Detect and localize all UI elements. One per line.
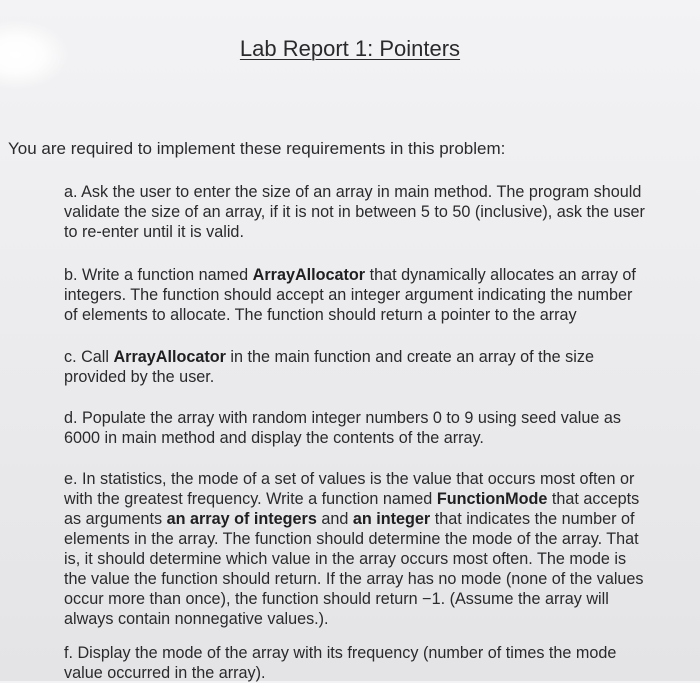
function-name-array-allocator: ArrayAllocator	[252, 266, 366, 284]
requirement-b	[64, 265, 696, 325]
requirement-e-line: elements in the array. The function should determine the mode of the array. That	[64, 530, 639, 548]
requirement-e-line: the value the function should return. If the array has no mode (none of the values	[64, 570, 644, 588]
requirement-f-line: value occurred in the array).	[64, 664, 266, 682]
requirement-c-line: provided by the user.	[64, 368, 215, 386]
requirement-b-line: integers. The function should accept an integer argument indicating the number	[64, 286, 633, 304]
text-run: with the greatest frequency. Write a function named	[64, 490, 437, 508]
requirement-f-line: f. Display the mode of the array with its frequency (number of times the mode	[64, 644, 617, 662]
text-run: c. Call	[64, 348, 114, 366]
requirement-a-line: to re-enter until it is valid.	[64, 223, 244, 241]
text-run: that indicates the number of	[430, 510, 635, 528]
requirement-e-line: e. In statistics, the mode of a set of values is the value that occurs most often or	[64, 470, 635, 488]
requirement-e-line: occur more than once), the function should return −1. (Assume the array will	[64, 590, 609, 608]
text-run: in the main function and create an array of the size	[225, 348, 594, 366]
requirement-b-line: of elements to allocate. The function should return a pointer to the array	[64, 306, 577, 324]
requirement-a-line: a. Ask the user to enter the size of an array in main method. The program should	[64, 183, 642, 201]
bold-phrase: an integer	[352, 510, 431, 528]
requirement-d-line: d. Populate the array with random integer numbers 0 to 9 using seed value as	[64, 409, 621, 427]
requirement-d-line: 6000 in main method and display the contents of the array.	[64, 429, 484, 447]
requirement-b-line	[64, 265, 696, 285]
function-name-function-mode: FunctionMode	[436, 490, 548, 508]
requirement-a-line: validate the size of an array, if it is not in between 5 to 50 (inclusive), ask the user	[64, 203, 645, 221]
requirement-c	[64, 347, 696, 387]
requirement-d	[64, 408, 696, 448]
function-name-array-allocator: ArrayAllocator	[113, 348, 226, 366]
page-title: Lab Report 1: Pointers	[239, 36, 461, 61]
text-run: that dynamically allocates an array of	[365, 266, 636, 284]
requirement-e-line: is, it should determine which value in the array occurs most often. The mode is	[64, 550, 627, 568]
requirement-f	[64, 643, 696, 683]
requirement-e-line	[64, 489, 696, 509]
text-run: b. Write a function named	[64, 266, 253, 284]
requirement-e-line: always contain nonnegative values.).	[64, 610, 329, 628]
requirement-c-line	[64, 347, 696, 367]
requirement-e	[64, 469, 696, 629]
text-run: as arguments	[64, 510, 167, 528]
requirement-a	[64, 182, 696, 242]
requirement-e-line	[64, 509, 696, 529]
bold-phrase: an array of integers	[166, 510, 317, 528]
text-run: and	[316, 510, 353, 528]
intro-text: You are required to implement these requirements in this problem:	[8, 139, 506, 158]
text-run: that accepts	[547, 490, 640, 508]
